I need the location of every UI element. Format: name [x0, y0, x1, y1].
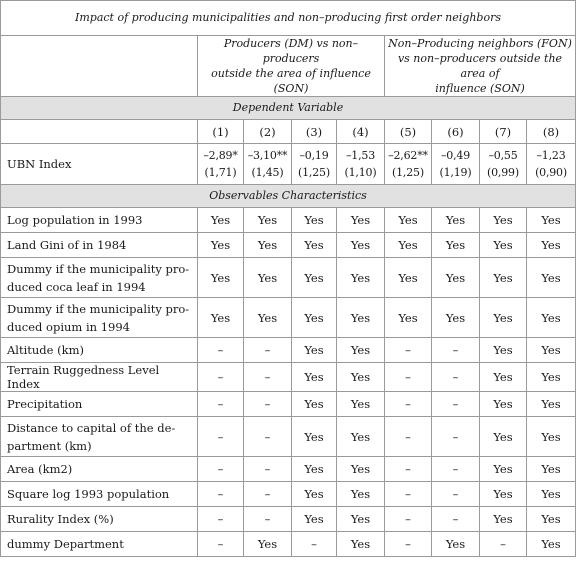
- table-cell: Yes: [385, 298, 432, 338]
- standard-error: (1,25): [392, 166, 424, 179]
- ubn-coefficient-cell: [198, 144, 244, 185]
- table-cell: Yes: [337, 338, 385, 363]
- table-cell: Yes: [527, 208, 576, 233]
- table-cell: Yes: [337, 258, 385, 298]
- dependent-variable-label: Dependent Variable: [1, 97, 576, 120]
- table-cell: Yes: [244, 208, 292, 233]
- row-label-line: Dummy if the municipality pro-: [7, 261, 190, 276]
- table-cell: Yes: [527, 507, 576, 532]
- table-cell: Yes: [527, 532, 576, 557]
- group-header-producers: [198, 36, 385, 97]
- table-row: [1, 392, 576, 417]
- table-row: [1, 258, 576, 298]
- table-cell: Yes: [527, 417, 576, 457]
- row-label: Area (km2): [1, 457, 198, 482]
- table-cell: Yes: [527, 233, 576, 258]
- table-row: [1, 417, 576, 457]
- table-cell: Yes: [292, 363, 337, 392]
- table-row: [1, 208, 576, 233]
- table-cell: –: [198, 532, 244, 557]
- table-cell: Yes: [337, 208, 385, 233]
- standard-error: (1,10): [344, 166, 377, 179]
- table-cell: –: [385, 482, 432, 507]
- ubn-index-row: [1, 144, 576, 185]
- coefficient: –2,89*: [203, 149, 238, 162]
- column-number: (6): [432, 120, 480, 144]
- table-cell: Yes: [480, 233, 527, 258]
- row-label: Terrain Ruggedness Level Index: [1, 363, 198, 392]
- row-label: [1, 258, 198, 298]
- table-cell: Yes: [480, 338, 527, 363]
- table-cell: –: [480, 532, 527, 557]
- table-cell: Yes: [432, 258, 480, 298]
- table-cell: Yes: [337, 457, 385, 482]
- table-cell: Yes: [292, 392, 337, 417]
- coefficient: –0,55: [488, 149, 518, 162]
- ubn-coefficient-cell: [244, 144, 292, 185]
- ubn-coefficient-cell: [480, 144, 527, 185]
- table-cell: –: [432, 417, 480, 457]
- table-cell: –: [198, 507, 244, 532]
- table-cell: –: [432, 363, 480, 392]
- column-number: (1): [198, 120, 244, 144]
- row-label: Log population in 1993: [1, 208, 198, 233]
- table-cell: Yes: [480, 392, 527, 417]
- table-cell: Yes: [480, 457, 527, 482]
- table-cell: –: [432, 338, 480, 363]
- table-cell: –: [198, 363, 244, 392]
- dependent-variable-band: [1, 97, 576, 120]
- row-label: Square log 1993 population: [1, 482, 198, 507]
- coefficient: –0,49: [441, 149, 470, 162]
- standard-error: (1,71): [204, 166, 237, 179]
- table-cell: –: [385, 532, 432, 557]
- table-cell: Yes: [480, 482, 527, 507]
- coefficient: –2,62**: [388, 149, 428, 162]
- group-header-neighbors: [385, 36, 576, 97]
- row-label-line: duced coca leaf in 1994: [7, 279, 146, 294]
- table-cell: –: [432, 482, 480, 507]
- table-cell: Yes: [385, 258, 432, 298]
- table-cell: Yes: [198, 208, 244, 233]
- table-cell: Yes: [527, 482, 576, 507]
- table-cell: Yes: [337, 507, 385, 532]
- ubn-coefficient-cell: [337, 144, 385, 185]
- table-cell: Yes: [292, 258, 337, 298]
- table-cell: Yes: [198, 258, 244, 298]
- observables-label: Observables Characteristics: [1, 185, 576, 208]
- column-number: (4): [337, 120, 385, 144]
- table-cell: –: [244, 482, 292, 507]
- table-cell: Yes: [244, 532, 292, 557]
- row-label: Altitude (km): [1, 338, 198, 363]
- coefficient: –1,53: [346, 149, 375, 162]
- table-cell: Yes: [198, 298, 244, 338]
- empty-corner-cell: [1, 36, 198, 97]
- row-label: [1, 298, 198, 338]
- column-number: (7): [480, 120, 527, 144]
- table-cell: –: [432, 392, 480, 417]
- row-label: Land Gini of in 1984: [1, 233, 198, 258]
- table-cell: Yes: [337, 298, 385, 338]
- table-cell: Yes: [432, 298, 480, 338]
- table-cell: Yes: [292, 298, 337, 338]
- column-number: (5): [385, 120, 432, 144]
- observables-band: [1, 185, 576, 208]
- ubn-coefficient-cell: [527, 144, 576, 185]
- table-row: [1, 298, 576, 338]
- table-title: Impact of producing municipalities and non–producing first order neighbors: [1, 1, 576, 36]
- table-cell: –: [198, 417, 244, 457]
- table-cell: Yes: [292, 338, 337, 363]
- table-cell: Yes: [527, 338, 576, 363]
- group-header-line: Non–Producing neighbors (FON): [388, 37, 572, 50]
- table-cell: Yes: [337, 392, 385, 417]
- table-row: [1, 507, 576, 532]
- table-cell: Yes: [480, 208, 527, 233]
- table-row: [1, 363, 576, 392]
- group-header-line: Producers (DM) vs non–producers: [223, 37, 359, 65]
- table-cell: Yes: [527, 457, 576, 482]
- row-label: Precipitation: [1, 392, 198, 417]
- table-cell: Yes: [480, 507, 527, 532]
- row-label: Rurality Index (%): [1, 507, 198, 532]
- column-number-row: [1, 120, 576, 144]
- standard-error: (0,99): [487, 166, 519, 179]
- coefficient: –3,10**: [247, 149, 288, 162]
- table-cell: Yes: [385, 208, 432, 233]
- table-cell: Yes: [244, 298, 292, 338]
- table-cell: –: [198, 457, 244, 482]
- row-label: UBN Index: [1, 144, 198, 185]
- table-cell: Yes: [337, 532, 385, 557]
- standard-error: (1,45): [251, 166, 284, 179]
- table-cell: Yes: [480, 258, 527, 298]
- table-cell: Yes: [432, 532, 480, 557]
- column-number: (2): [244, 120, 292, 144]
- table-cell: –: [385, 457, 432, 482]
- ubn-coefficient-cell: [385, 144, 432, 185]
- table-cell: Yes: [432, 233, 480, 258]
- standard-error: (1,19): [439, 166, 472, 179]
- table-cell: –: [198, 392, 244, 417]
- table-cell: Yes: [337, 363, 385, 392]
- table-cell: –: [244, 363, 292, 392]
- group-header-row: [1, 36, 576, 97]
- table-cell: Yes: [527, 298, 576, 338]
- table-row: [1, 233, 576, 258]
- table-cell: Yes: [480, 363, 527, 392]
- table-cell: Yes: [292, 482, 337, 507]
- table-cell: Yes: [480, 417, 527, 457]
- standard-error: (0,90): [535, 166, 567, 179]
- table-cell: Yes: [198, 233, 244, 258]
- table-cell: Yes: [432, 208, 480, 233]
- table-cell: –: [244, 338, 292, 363]
- table-cell: –: [385, 392, 432, 417]
- table-cell: –: [244, 417, 292, 457]
- table-cell: Yes: [480, 298, 527, 338]
- table-cell: –: [198, 482, 244, 507]
- table-cell: Yes: [292, 233, 337, 258]
- table-cell: –: [385, 363, 432, 392]
- row-label-line: duced opium in 1994: [7, 319, 130, 334]
- table-cell: Yes: [337, 417, 385, 457]
- table-cell: –: [244, 457, 292, 482]
- standard-error: (1,25): [298, 166, 330, 179]
- row-label: [1, 417, 198, 457]
- table-row: [1, 532, 576, 557]
- coefficient: –1,23: [536, 149, 566, 162]
- table-cell: –: [432, 507, 480, 532]
- table-cell: –: [198, 338, 244, 363]
- table-cell: –: [244, 392, 292, 417]
- ubn-coefficient-cell: [292, 144, 337, 185]
- row-label-line: partment (km): [7, 438, 92, 453]
- table-cell: Yes: [527, 258, 576, 298]
- table-cell: –: [385, 417, 432, 457]
- group-header-line: outside the area of influence (SON): [211, 67, 371, 95]
- group-header-line: vs non–producers outside the area of: [397, 52, 563, 80]
- table-cell: –: [432, 457, 480, 482]
- empty-cell: [1, 120, 198, 144]
- group-header-line: influence (SON): [435, 82, 525, 95]
- table-cell: Yes: [292, 457, 337, 482]
- table-cell: –: [292, 532, 337, 557]
- table-cell: Yes: [292, 208, 337, 233]
- table-cell: Yes: [292, 507, 337, 532]
- column-number: (8): [527, 120, 576, 144]
- table-row: [1, 482, 576, 507]
- row-label-line: Dummy if the municipality pro-: [7, 301, 190, 316]
- table-cell: Yes: [337, 482, 385, 507]
- table-row: [1, 457, 576, 482]
- table-cell: Yes: [292, 417, 337, 457]
- table-cell: –: [385, 507, 432, 532]
- table-cell: Yes: [337, 233, 385, 258]
- table-cell: Yes: [385, 233, 432, 258]
- table-cell: Yes: [527, 363, 576, 392]
- table-cell: Yes: [527, 392, 576, 417]
- table-cell: Yes: [244, 258, 292, 298]
- table-row: [1, 338, 576, 363]
- table-cell: –: [244, 507, 292, 532]
- table-cell: –: [385, 338, 432, 363]
- row-label: dummy Department: [1, 532, 198, 557]
- title-row: [1, 1, 576, 36]
- column-number: (3): [292, 120, 337, 144]
- row-label-line: Distance to capital of the de-: [7, 420, 176, 435]
- table-cell: Yes: [244, 233, 292, 258]
- ubn-coefficient-cell: [432, 144, 480, 185]
- coefficient: –0,19: [299, 149, 329, 162]
